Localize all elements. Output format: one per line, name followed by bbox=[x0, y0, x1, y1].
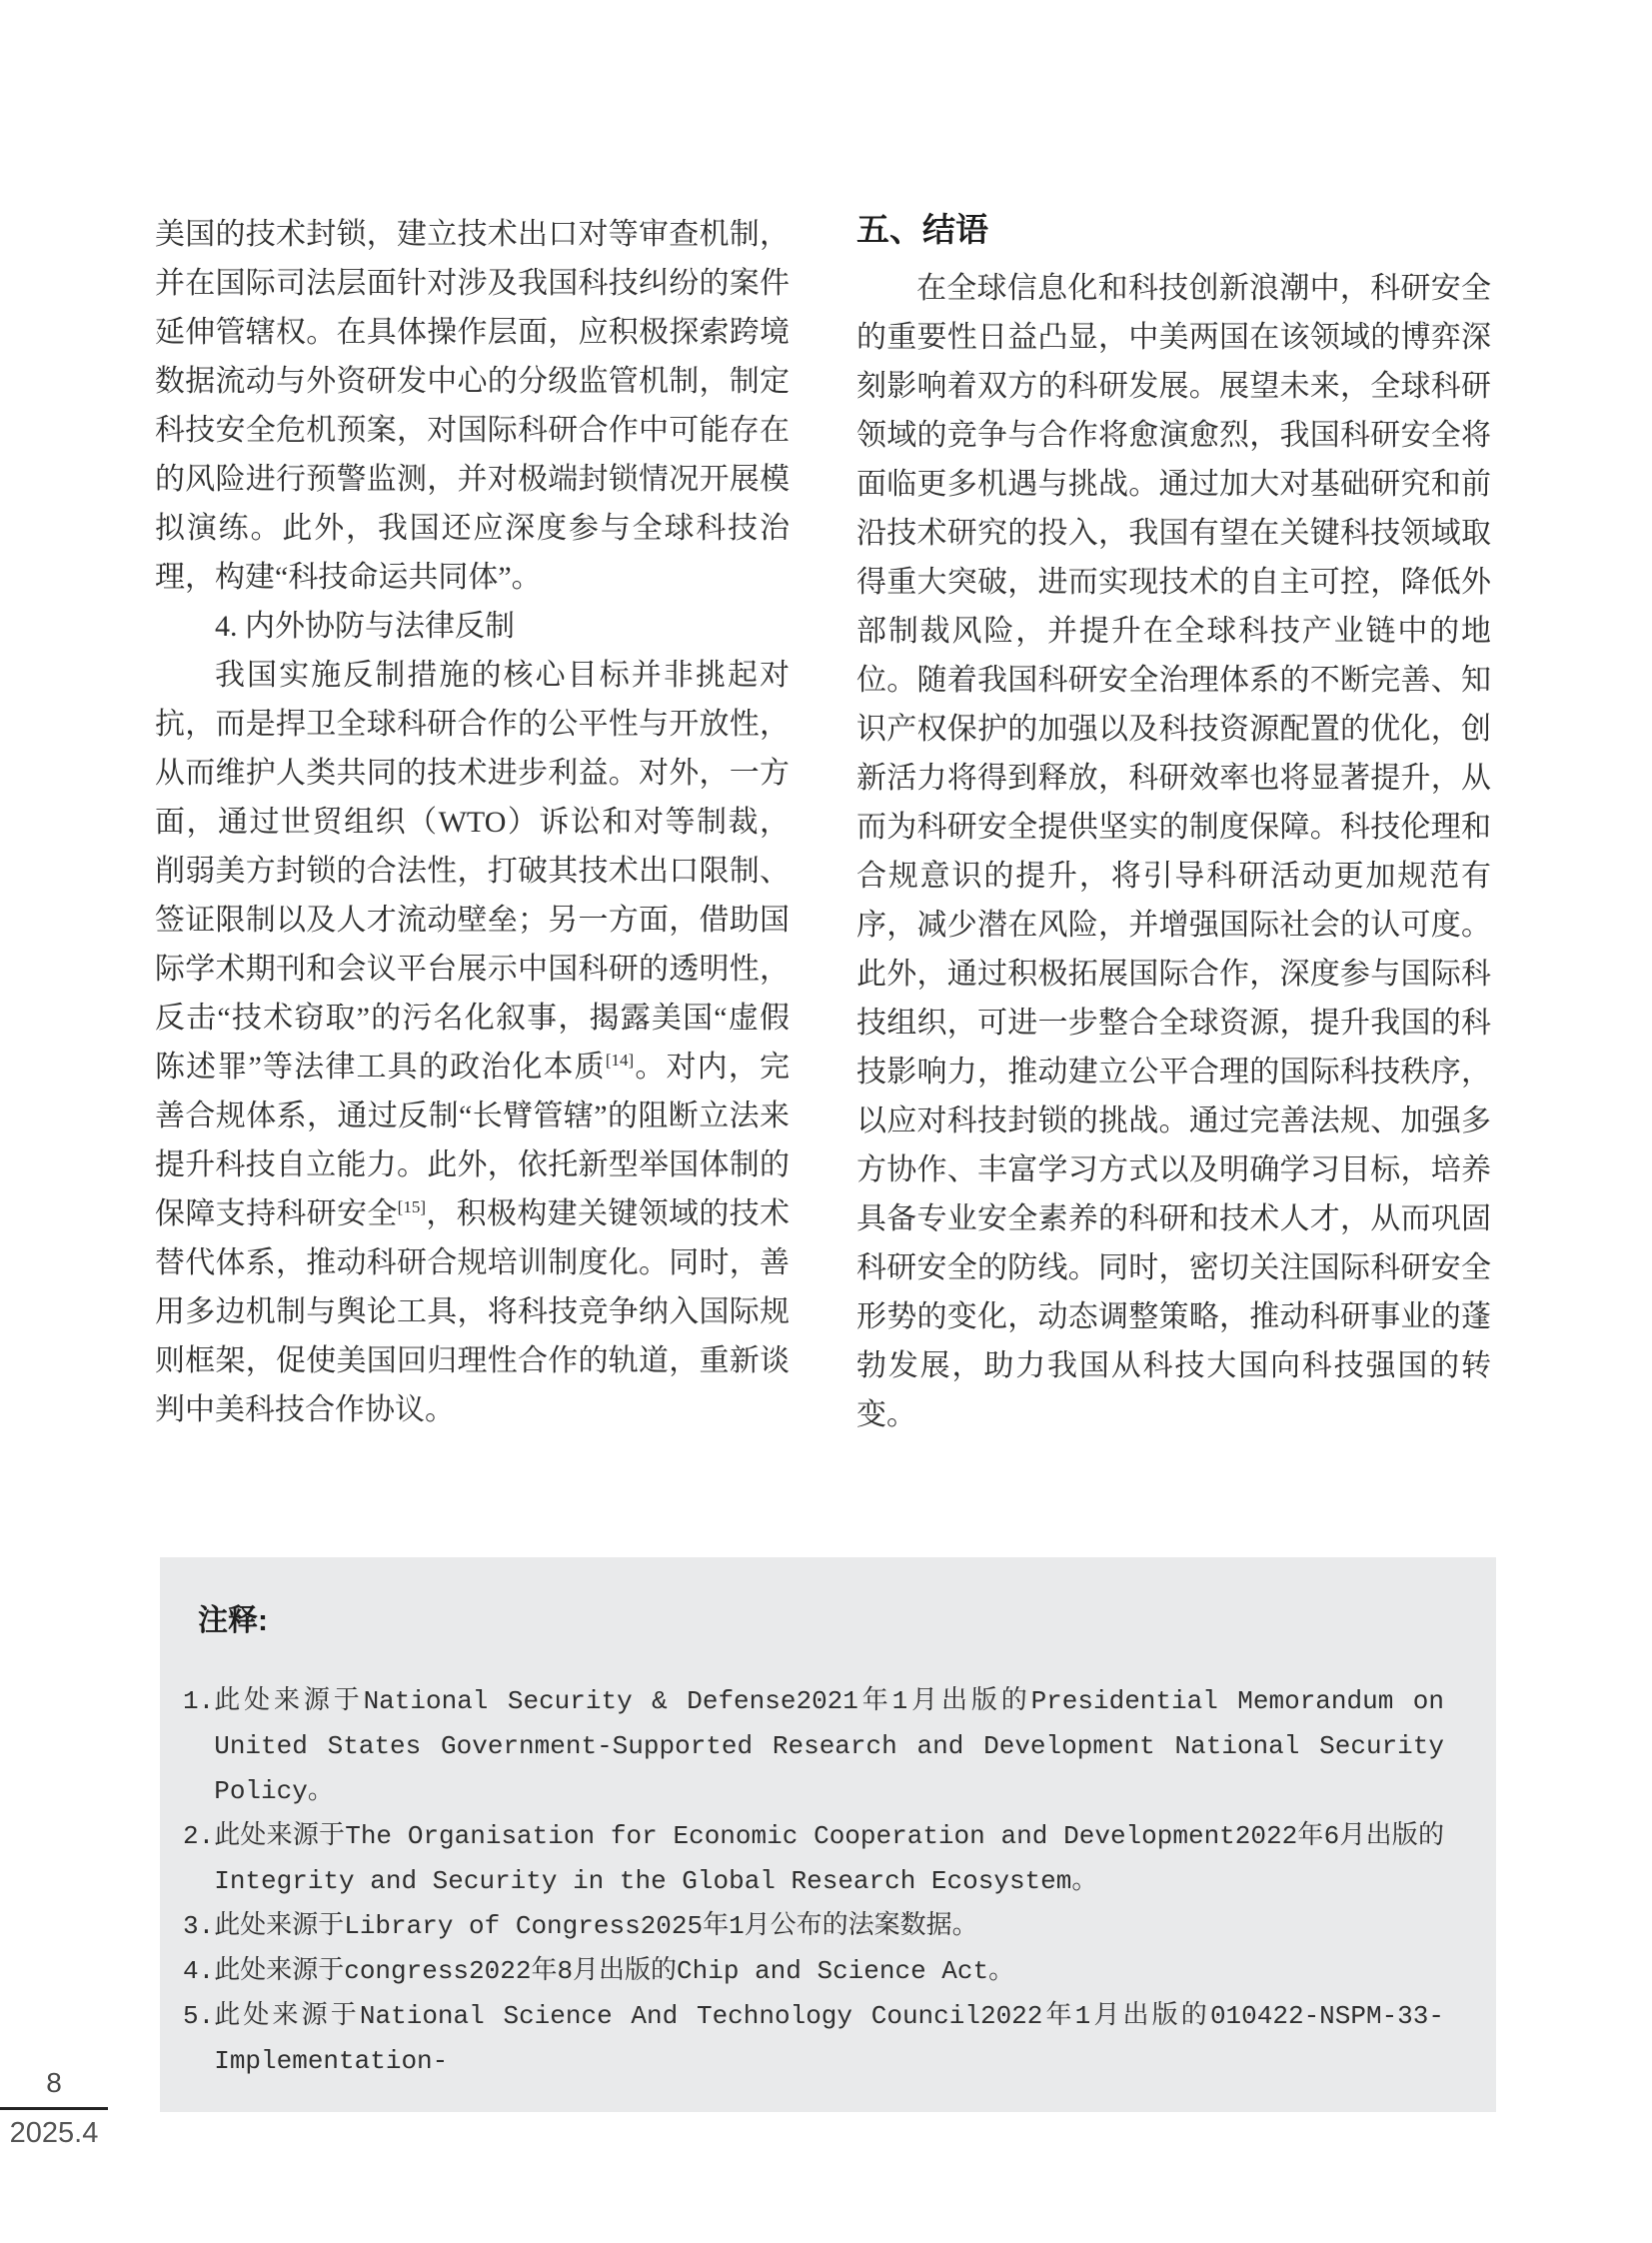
note-text: 此处来源于The Organisation for Economic Cooperation and Development2022年6月出版的Integrity and Security in the Global Research Ecosystem。 bbox=[214, 1821, 1444, 1896]
note-text: 此处来源于congress2022年8月出版的Chip and Science Act。 bbox=[214, 1956, 1015, 1986]
paragraph-text: 我国实施反制措施的核心目标并非挑起对抗，而是捍卫全球科研合作的公平性与开放性，从而维护人类共同的技术进步利益。对外，一方面，通过世贸组织（WTO）诉讼和对等制裁，削弱美方封锁的合法性，打破其技术出口限制、签证限制以及人才流动壁垒；另一方面，借助国际学术期刊和会议平台展示中国科研的透明性，反击“技术窃取”的污名化叙事，揭露美国“虚假陈述罪”等法律工具的政治化本质 bbox=[155, 659, 790, 1084]
note-item bbox=[183, 1949, 1444, 1994]
page-number: 8 bbox=[46, 2067, 62, 2098]
footnote-ref-14: [14] bbox=[605, 1051, 635, 1070]
paragraph-text: ，积极构建关键领域的技术替代体系，推动科研合规培训制度化。同时，善用多边机制与舆论工具，将科技竞争纳入国际规则框架，促使美国回归理性合作的轨道，重新谈判中美科技合作协议。 bbox=[155, 1197, 791, 1426]
footnote-ref-15: [15] bbox=[397, 1197, 426, 1216]
note-number: 3. bbox=[183, 1911, 215, 1941]
note-text: 此处来源于National Security & Defense2021年1月出版的Presidential Memorandum on United States Government-Supported Research and Development National Security Policy。 bbox=[214, 1686, 1444, 1806]
article-body bbox=[155, 210, 1491, 1439]
section-heading-conclusion: 五、结语 bbox=[856, 211, 988, 248]
body-paragraph bbox=[155, 651, 790, 1434]
body-paragraph: 在全球信息化和科技创新浪潮中，科研安全的重要性日益凸显，中美两国在该领域的博弈深刻影响着双方的科研发展。展望未来，全球科研领域的竞争与合作将愈演愈烈，我国科研安全将面临更多机遇与挑战。通过加大对基础研究和前沿技术研究的投入，我国有望在关键科技领域取得重大突破，进而实现技术的自主可控，降低外部制裁风险，并提升在全球科技产业链中的地位。随着我国科研安全治理体系的不断完善、知识产权保护的加强以及科技资源配置的优化，创新活力将得到释放，科研效率也将显著提升，从而为科研安全提供坚实的制度保障。科技伦理和合规意识的提升，将引导科研活动更加规范有序，减少潜在风险，并增强国际社会的认可度。此外，通过积极拓展国际合作，深度参与国际科技组织，可进一步整合全球资源，提升我国的科技影响力，推动建立公平合理的国际科技秩序，以应对科技封锁的挑战。通过完善法规、加强多方协作、丰富学习方式以及明确学习目标，培养具备专业安全素养的科研和技术人才，从而巩固科研安全的防线。同时，密切关注国际科研安全形势的变化，动态调整策略，推动科研事业的蓬勃发展，助力我国从科技大国向科技强国的转变。 bbox=[856, 272, 1491, 1431]
page-footer bbox=[0, 2067, 108, 2150]
paragraph-text: 。对内，完善合规体系，通过反制“长臂管辖”的阻断立法来提升科技自立能力。此外，依托新型举国体制的保障支持科研安全 bbox=[155, 1051, 790, 1230]
notes-list bbox=[183, 1679, 1444, 2084]
note-number: 4. bbox=[183, 1956, 215, 1986]
note-number: 2. bbox=[183, 1821, 215, 1851]
subsection-heading: 4. 内外协防与法律反制 bbox=[215, 610, 515, 643]
note-item bbox=[183, 1904, 1444, 1949]
notes-section bbox=[160, 1557, 1496, 2112]
note-number: 5. bbox=[183, 2001, 215, 2031]
note-text: 此处来源于Library of Congress2025年1月公布的法案数据。 bbox=[214, 1911, 978, 1941]
issue-date: 2025.4 bbox=[9, 2117, 99, 2149]
note-item bbox=[183, 1814, 1444, 1904]
right-column bbox=[856, 210, 1491, 1439]
note-number: 1. bbox=[183, 1686, 215, 1716]
note-item bbox=[183, 1679, 1444, 1814]
left-column bbox=[155, 210, 790, 1439]
body-paragraph-continued: 美国的技术封锁，建立技术出口对等审查机制，并在国际司法层面针对涉及我国科技纠纷的案件延伸管辖权。在具体操作层面，应积极探索跨境数据流动与外资研发中心的分级监管机制，制定科技安全危机预案，对国际科研合作中可能存在的风险进行预警监测，并对极端封锁情况开展模拟演练。此外，我国还应深度参与全球科技治理，构建“科技命运共同体”。 bbox=[155, 218, 790, 594]
notes-heading: 注释: bbox=[198, 1604, 268, 1637]
note-item bbox=[183, 1994, 1444, 2084]
note-text: 此处来源于National Science And Technology Council2022年1月出版的010422-NSPM-33-Implementation- bbox=[214, 2001, 1444, 2076]
